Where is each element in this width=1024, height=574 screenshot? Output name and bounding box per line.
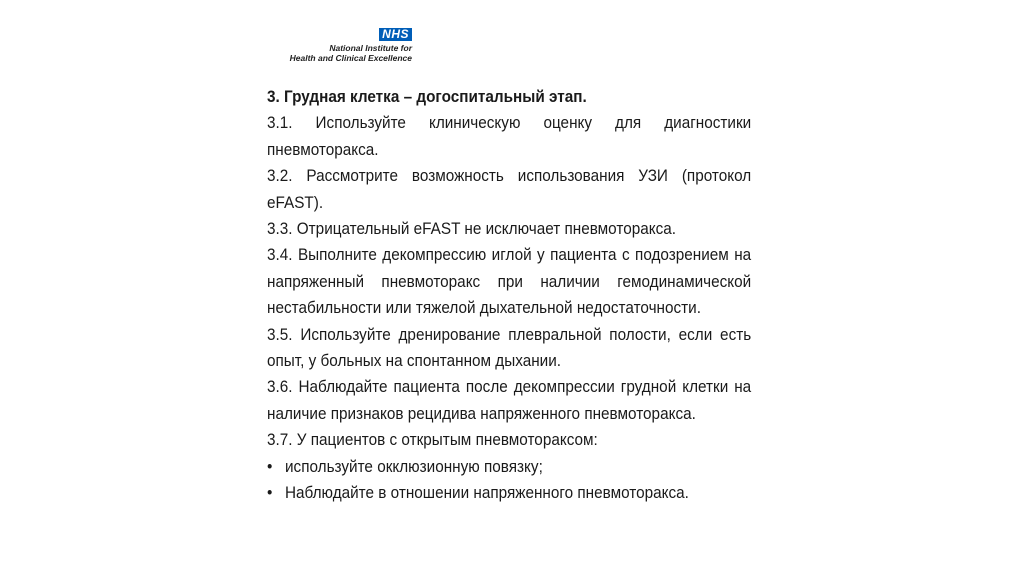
item-3-6: 3.6. Наблюдайте пациента после декомпрессии грудной клетки на наличие признаков рецидива напряженного пневмоторакса. (267, 377, 752, 423)
org-name-line1: National Institute for (329, 43, 412, 53)
item-3-2: 3.2. Рассмотрите возможность использования УЗИ (протокол eFAST). (267, 166, 752, 212)
item-3-1: 3.1. Используйте клиническую оценку для диагностики пневмоторакса. (267, 113, 752, 159)
bullet-mark: • (267, 483, 273, 503)
section-heading: 3. Грудная клетка – догоспитальный этап. (267, 87, 587, 106)
nhs-badge: NHS (379, 28, 412, 41)
org-name-line2: Health and Clinical Excellence (289, 53, 412, 63)
item-3-3: 3.3. Отрицательный eFAST не исключает пневмоторакса. (267, 219, 677, 239)
nice-logo (289, 27, 420, 68)
bullet-item (267, 480, 751, 506)
item-3-5: 3.5. Используйте дренирование плевральной полости, если есть опыт, у больных на спонтанном дыхании. (267, 324, 752, 371)
bullet-item (267, 454, 751, 480)
bullet-text: Наблюдайте в отношении напряженного пневмоторакса. (285, 483, 689, 503)
slide-content (267, 84, 751, 507)
bullet-mark: • (267, 456, 273, 476)
item-3-4: 3.4. Выполните декомпрессию иглой у пациента с подозрением на напряженный пневмоторакс при наличии гемодинамической нестабильности или тяжелой дыхательной недостаточности. (267, 245, 752, 318)
bullet-text: используйте окклюзионную повязку; (285, 456, 543, 476)
item-3-7: 3.7. У пациентов с открытым пневмотораксом: (267, 430, 598, 450)
